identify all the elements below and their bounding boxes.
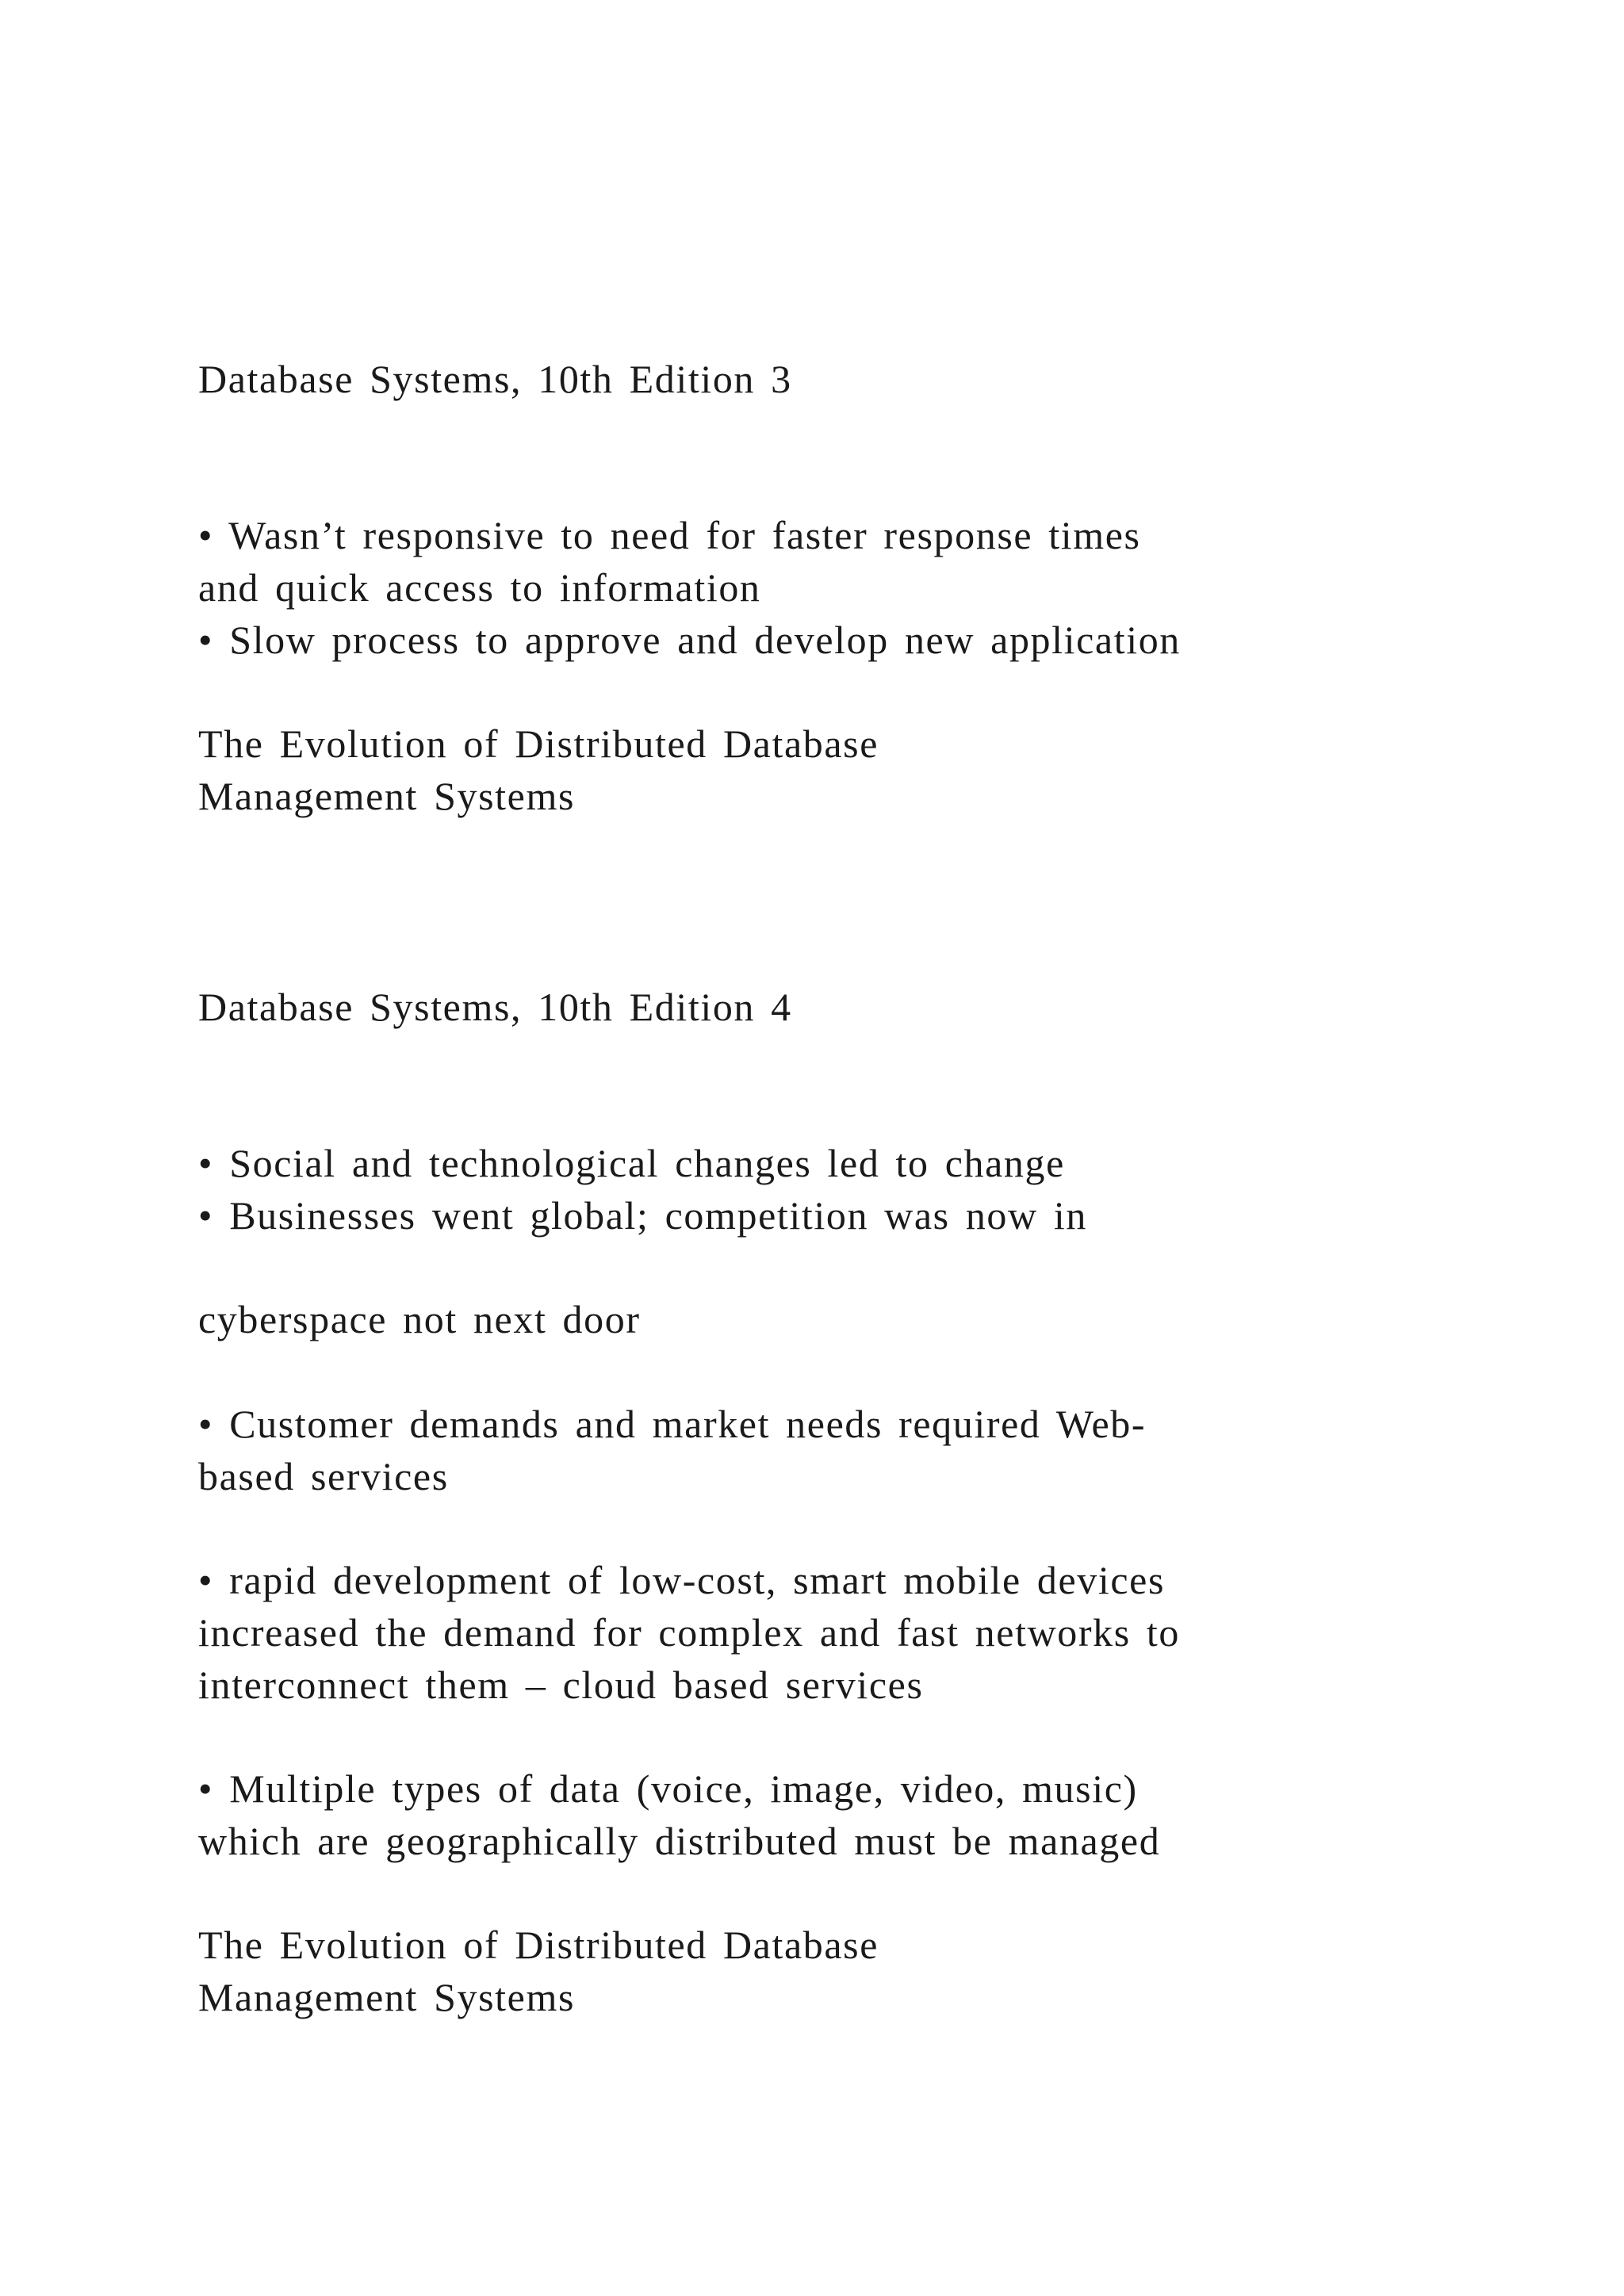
section-title: The Evolution of Distributed Database: [198, 1923, 879, 1967]
bullet-customer-demands: • Customer demands and market needs required Web-: [198, 1402, 1147, 1446]
section-title-cont: Management Systems: [198, 1975, 576, 2019]
section-title: The Evolution of Distributed Database: [198, 721, 879, 766]
page-header-3: Database Systems, 10th Edition 3: [198, 357, 792, 401]
page-header-4: Database Systems, 10th Edition 4: [198, 985, 792, 1029]
bullet-businesses: • Businesses went global; competition was now in: [198, 1193, 1087, 1238]
bullet-continuation: based services: [198, 1454, 449, 1498]
bullet-continuation: interconnect them – cloud based services: [198, 1663, 924, 1707]
bullet-not-responsive: • Wasn’t responsive to need for faster response times: [198, 513, 1141, 557]
bullet-continuation: which are geographically distributed must be managed: [198, 1819, 1161, 1863]
bullet-continuation: and quick access to information: [198, 565, 761, 610]
bullet-slow-process: • Slow process to approve and develop new application: [198, 618, 1181, 662]
section-title-cont: Management Systems: [198, 774, 576, 818]
bullet-multiple-types: • Multiple types of data (voice, image, video, music): [198, 1766, 1138, 1811]
bullet-rapid-development: • rapid development of low-cost, smart mobile devices: [198, 1558, 1166, 1602]
paragraph-cyberspace: cyberspace not next door: [198, 1297, 641, 1341]
bullet-continuation: increased the demand for complex and fast networks to: [198, 1610, 1180, 1655]
bullet-social-changes: • Social and technological changes led to change: [198, 1141, 1065, 1185]
